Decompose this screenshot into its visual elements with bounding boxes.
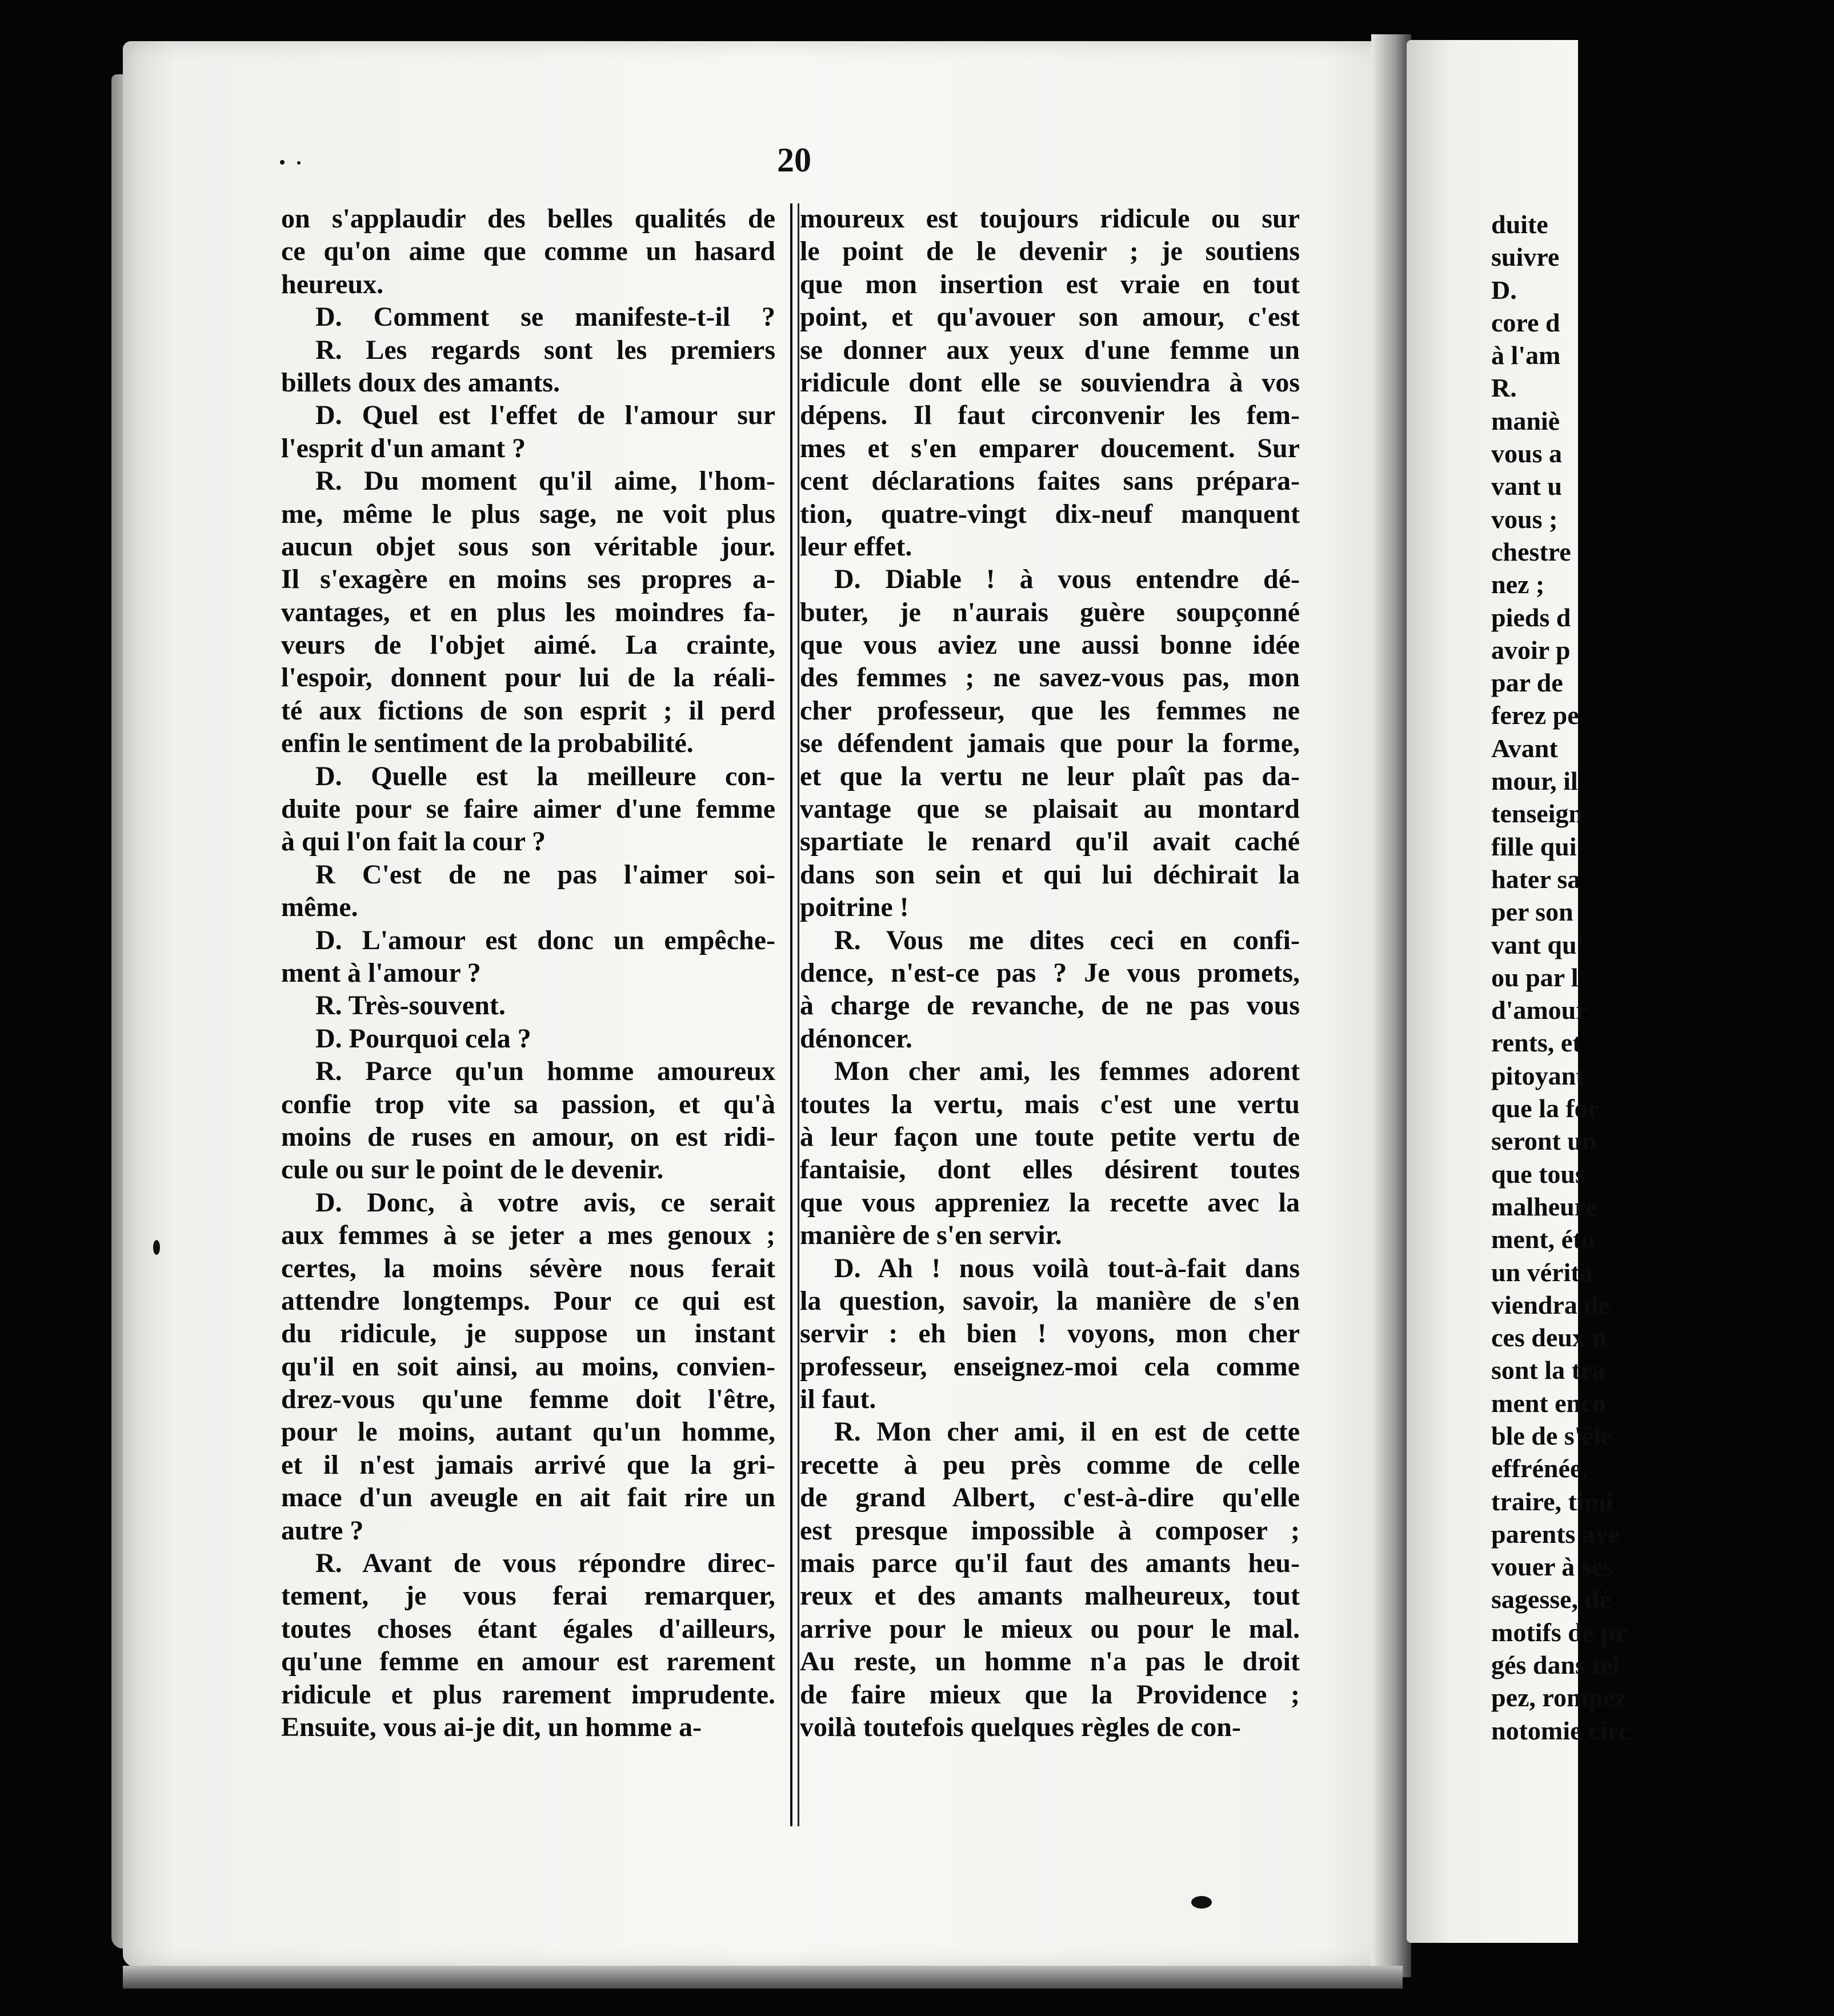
text-line: que mon insertion est vraie en tout	[800, 269, 1300, 299]
text-line: viendra de	[1491, 1290, 1611, 1319]
text-line: D.	[1491, 275, 1517, 305]
text-line: toutes choses étant égales d'ailleurs,	[281, 1613, 775, 1644]
text-line: ment, éto	[1491, 1225, 1595, 1254]
text-line: manière de s'en servir.	[800, 1220, 1062, 1251]
text-line: aux femmes à se jeter a mes genoux ;	[281, 1220, 775, 1251]
text-line: de faire mieux que la Providence ;	[800, 1679, 1300, 1710]
text-line: D. Pourquoi cela ?	[315, 1023, 531, 1054]
text-line: ces deux n	[1491, 1323, 1607, 1353]
column-divider	[798, 203, 799, 1826]
text-line: D. Ah ! nous voilà tout-à-fait dans	[834, 1253, 1300, 1283]
text-line: R C'est de ne pas l'aimer soi-	[315, 859, 775, 890]
text-line: et il n'est jamais arrivé que la gri-	[281, 1449, 775, 1480]
text-line: mace d'un aveugle en ait fait rire un	[281, 1482, 775, 1513]
text-line: qu'une femme en amour est rarement	[281, 1646, 775, 1677]
text-line: billets doux des amants.	[281, 367, 560, 398]
text-line: autre ?	[281, 1515, 364, 1546]
text-line: fantaisie, dont elles désirent toutes	[800, 1154, 1300, 1185]
text-line: ment enco	[1491, 1388, 1606, 1418]
text-line: servir : eh bien ! voyons, mon cher	[800, 1318, 1300, 1349]
text-line: professeur, enseignez-moi cela comme	[800, 1351, 1300, 1382]
text-line: cent déclarations faites sans prépara-	[800, 466, 1300, 497]
text-line: attendre longtemps. Pour ce qui est	[281, 1285, 775, 1316]
middle-text-column	[800, 202, 1300, 1743]
text-line: tenseign	[1491, 799, 1583, 829]
text-line: Avant	[1491, 733, 1558, 763]
text-line: D. Quel est l'effet de l'amour sur	[315, 400, 775, 431]
text-line: cule ou sur le point de le devenir.	[281, 1154, 664, 1185]
text-line: vant u	[1491, 471, 1562, 501]
text-line: pitoyant	[1491, 1061, 1585, 1090]
text-line: aucun objet sous son véritable jour.	[281, 531, 775, 562]
text-line: ce qu'on aime que comme un hasard	[281, 236, 775, 267]
text-line: veurs de l'objet aimé. La crainte,	[281, 630, 775, 661]
text-line: à l'am	[1491, 341, 1561, 370]
text-line: il faut.	[800, 1384, 876, 1415]
text-line: sagesse, dé	[1491, 1585, 1611, 1614]
text-line: mour, il	[1491, 766, 1578, 796]
text-line: hater sa	[1491, 864, 1581, 894]
text-line: pieds d	[1491, 602, 1571, 632]
text-line: sont la tra	[1491, 1355, 1605, 1385]
text-line: duite	[1491, 210, 1548, 239]
ink-speck	[280, 160, 285, 165]
text-line: effrénée.	[1491, 1454, 1588, 1483]
text-line: ferez pe	[1491, 701, 1579, 730]
text-line: chestre	[1491, 537, 1571, 566]
text-line: D. L'amour est donc un empêche-	[315, 925, 775, 955]
text-line: qu'il en soit ainsi, au moins, convien-	[281, 1351, 775, 1382]
text-line: R. Très-souvent.	[315, 990, 506, 1021]
text-line: drez-vous qu'une femme doit l'être,	[281, 1384, 775, 1415]
text-line: D. Quelle est la meilleure con-	[315, 761, 775, 791]
column-divider	[790, 203, 792, 1826]
text-line: traire, timi	[1491, 1486, 1613, 1516]
text-line: vous ;	[1491, 504, 1558, 534]
text-line: motifs de pr	[1491, 1617, 1627, 1647]
text-line: cher professeur, que les femmes ne	[800, 695, 1300, 726]
text-line: dénoncer.	[800, 1023, 912, 1054]
text-line: me, même le plus sage, ne voit plus	[281, 498, 775, 529]
text-line: se défendent jamais que pour la forme,	[800, 728, 1300, 759]
text-line: et que la vertu ne leur plaît pas da-	[800, 761, 1300, 791]
text-line: ment à l'amour ?	[281, 957, 481, 988]
text-line: R. Du moment qu'il aime, l'hom-	[315, 466, 775, 497]
text-line: pez, rompez	[1491, 1683, 1627, 1713]
text-line: R. Mon cher ami, il en est de cette	[834, 1417, 1300, 1447]
text-line: buter, je n'aurais guère soupçonné	[800, 597, 1300, 627]
text-line: des femmes ; ne savez-vous pas, mon	[800, 662, 1300, 693]
text-line: R. Avant de vous répondre direc-	[315, 1548, 775, 1579]
text-line: vantages, et en plus les moindres fa-	[281, 597, 775, 627]
text-line: dans son sein et qui lui déchirait la	[800, 859, 1300, 890]
text-line: spartiate le renard qu'il avait caché	[800, 826, 1300, 857]
text-line: R. Parce qu'un homme amoureux	[315, 1056, 775, 1087]
book-gutter	[1371, 34, 1411, 1977]
text-line: vouer à ses	[1491, 1552, 1613, 1582]
text-line: moureux est toujours ridicule ou sur	[800, 203, 1300, 234]
text-line: reux et des amants malheureux, tout	[800, 1581, 1300, 1611]
text-line: malheure	[1491, 1191, 1597, 1221]
text-line: rents, et	[1491, 1028, 1581, 1058]
text-line: leur effet.	[800, 531, 912, 562]
text-line: gés dans tel	[1491, 1650, 1620, 1680]
text-line: D. Donc, à votre avis, ce serait	[315, 1187, 775, 1218]
text-line: de grand Albert, c'est-à-dire qu'elle	[800, 1482, 1300, 1513]
ink-speck	[153, 1240, 160, 1255]
text-line: point, et qu'avouer son amour, c'est	[800, 302, 1300, 333]
text-line: l'esprit d'un amant ?	[281, 433, 526, 463]
text-line: vant qu'	[1491, 930, 1584, 959]
text-line: tion, quatre-vingt dix-neuf manquent	[800, 498, 1300, 529]
text-line: recette à peu près comme de celle	[800, 1449, 1300, 1480]
text-line: moins de ruses en amour, on est ridi-	[281, 1121, 775, 1152]
text-line: duite pour se faire aimer d'une femme	[281, 794, 775, 825]
text-line: est presque impossible à composer ;	[800, 1515, 1300, 1546]
text-line: fille qui	[1491, 831, 1577, 861]
text-line: té aux fictions de son esprit ; il perd	[281, 695, 775, 726]
text-line: se donner aux yeux d'une femme un	[800, 334, 1300, 365]
text-line: avoir p	[1491, 635, 1571, 665]
text-line: notomie circ	[1491, 1715, 1631, 1745]
text-line: confie trop vite sa passion, et qu'à	[281, 1089, 775, 1119]
text-line: heureux.	[281, 269, 384, 299]
text-line: un vérita	[1491, 1257, 1593, 1287]
text-line: maniè	[1491, 406, 1560, 435]
text-line: D. Comment se manifeste-t-il ?	[315, 302, 775, 333]
page-bottom-edge	[123, 1966, 1403, 1989]
text-line: que vous appreniez la recette avec la	[800, 1187, 1300, 1218]
text-line: mais parce qu'il faut des amants heu-	[800, 1548, 1300, 1579]
text-line: suivre	[1491, 242, 1560, 272]
ink-speck	[1191, 1896, 1212, 1909]
text-line: que vous aviez une aussi bonne idée	[800, 630, 1300, 661]
text-line: à charge de revanche, de ne pas vous	[800, 990, 1300, 1021]
text-line: Ensuite, vous ai-je dit, un homme a-	[281, 1711, 702, 1742]
text-line: voilà toutefois quelques règles de con-	[800, 1711, 1241, 1742]
text-line: certes, la moins sévère nous ferait	[281, 1253, 775, 1283]
text-line: poitrine !	[800, 892, 909, 923]
text-line: par de	[1491, 668, 1563, 698]
text-line: dépens. Il faut circonvenir les fem-	[800, 400, 1300, 431]
text-line: Au reste, un homme n'a pas le droit	[800, 1646, 1300, 1677]
page-number: 20	[777, 141, 811, 179]
right-text-fragment	[1491, 208, 1834, 1747]
left-text-column	[281, 202, 775, 1743]
text-line: arrive pour le mieux ou pour le mal.	[800, 1613, 1300, 1644]
text-line: que tous	[1491, 1159, 1585, 1189]
text-line: R. Vous me dites ceci en confi-	[834, 925, 1300, 955]
text-line: on s'applaudir des belles qualités de	[281, 203, 775, 234]
text-line: à qui l'on fait la cour ?	[281, 826, 546, 857]
text-line: l'espoir, donnent pour lui de la réali-	[281, 662, 775, 693]
text-line: à leur façon une toute petite vertu de	[800, 1121, 1300, 1152]
text-line: tement, je vous ferai remarquer,	[281, 1581, 775, 1611]
text-line: vantage que se plaisait au montard	[800, 794, 1300, 825]
ink-speck	[297, 161, 301, 165]
text-line: que la for	[1491, 1094, 1600, 1123]
text-line: seront un	[1491, 1126, 1597, 1156]
text-line: R.	[1491, 373, 1517, 403]
text-line: ridicule dont elle se souviendra à vos	[800, 367, 1300, 398]
text-line: ridicule et plus rarement imprudente.	[281, 1679, 775, 1710]
text-line: ou par l	[1491, 962, 1579, 992]
text-line: per son	[1491, 897, 1573, 927]
text-line: R. Les regards sont les premiers	[315, 334, 775, 365]
text-line: D. Diable ! à vous entendre dé-	[834, 564, 1300, 595]
text-line: vous a	[1491, 439, 1562, 469]
text-line: du ridicule, je suppose un instant	[281, 1318, 775, 1349]
text-line: le point de le devenir ; je soutiens	[800, 236, 1300, 267]
text-line: d'amour	[1491, 995, 1588, 1025]
text-line: Il s'exagère en moins ses propres a-	[281, 564, 775, 595]
text-line: parents ave	[1491, 1519, 1620, 1549]
text-line: pour le moins, autant qu'un homme,	[281, 1417, 775, 1447]
text-line: toutes la vertu, mais c'est une vertu	[800, 1089, 1300, 1119]
text-line: dence, n'est-ce pas ? Je vous promets,	[800, 957, 1300, 988]
text-line: mes et s'en emparer doucement. Sur	[800, 433, 1300, 463]
text-line: nez ;	[1491, 570, 1545, 599]
text-line: enfin le sentiment de la probabilité.	[281, 728, 694, 759]
text-line: la question, savoir, la manière de s'en	[800, 1285, 1300, 1316]
text-line: Mon cher ami, les femmes adorent	[834, 1056, 1300, 1087]
text-line: core d	[1491, 307, 1560, 337]
text-line: ble de s'éle	[1491, 1421, 1613, 1450]
text-line: même.	[281, 892, 358, 923]
